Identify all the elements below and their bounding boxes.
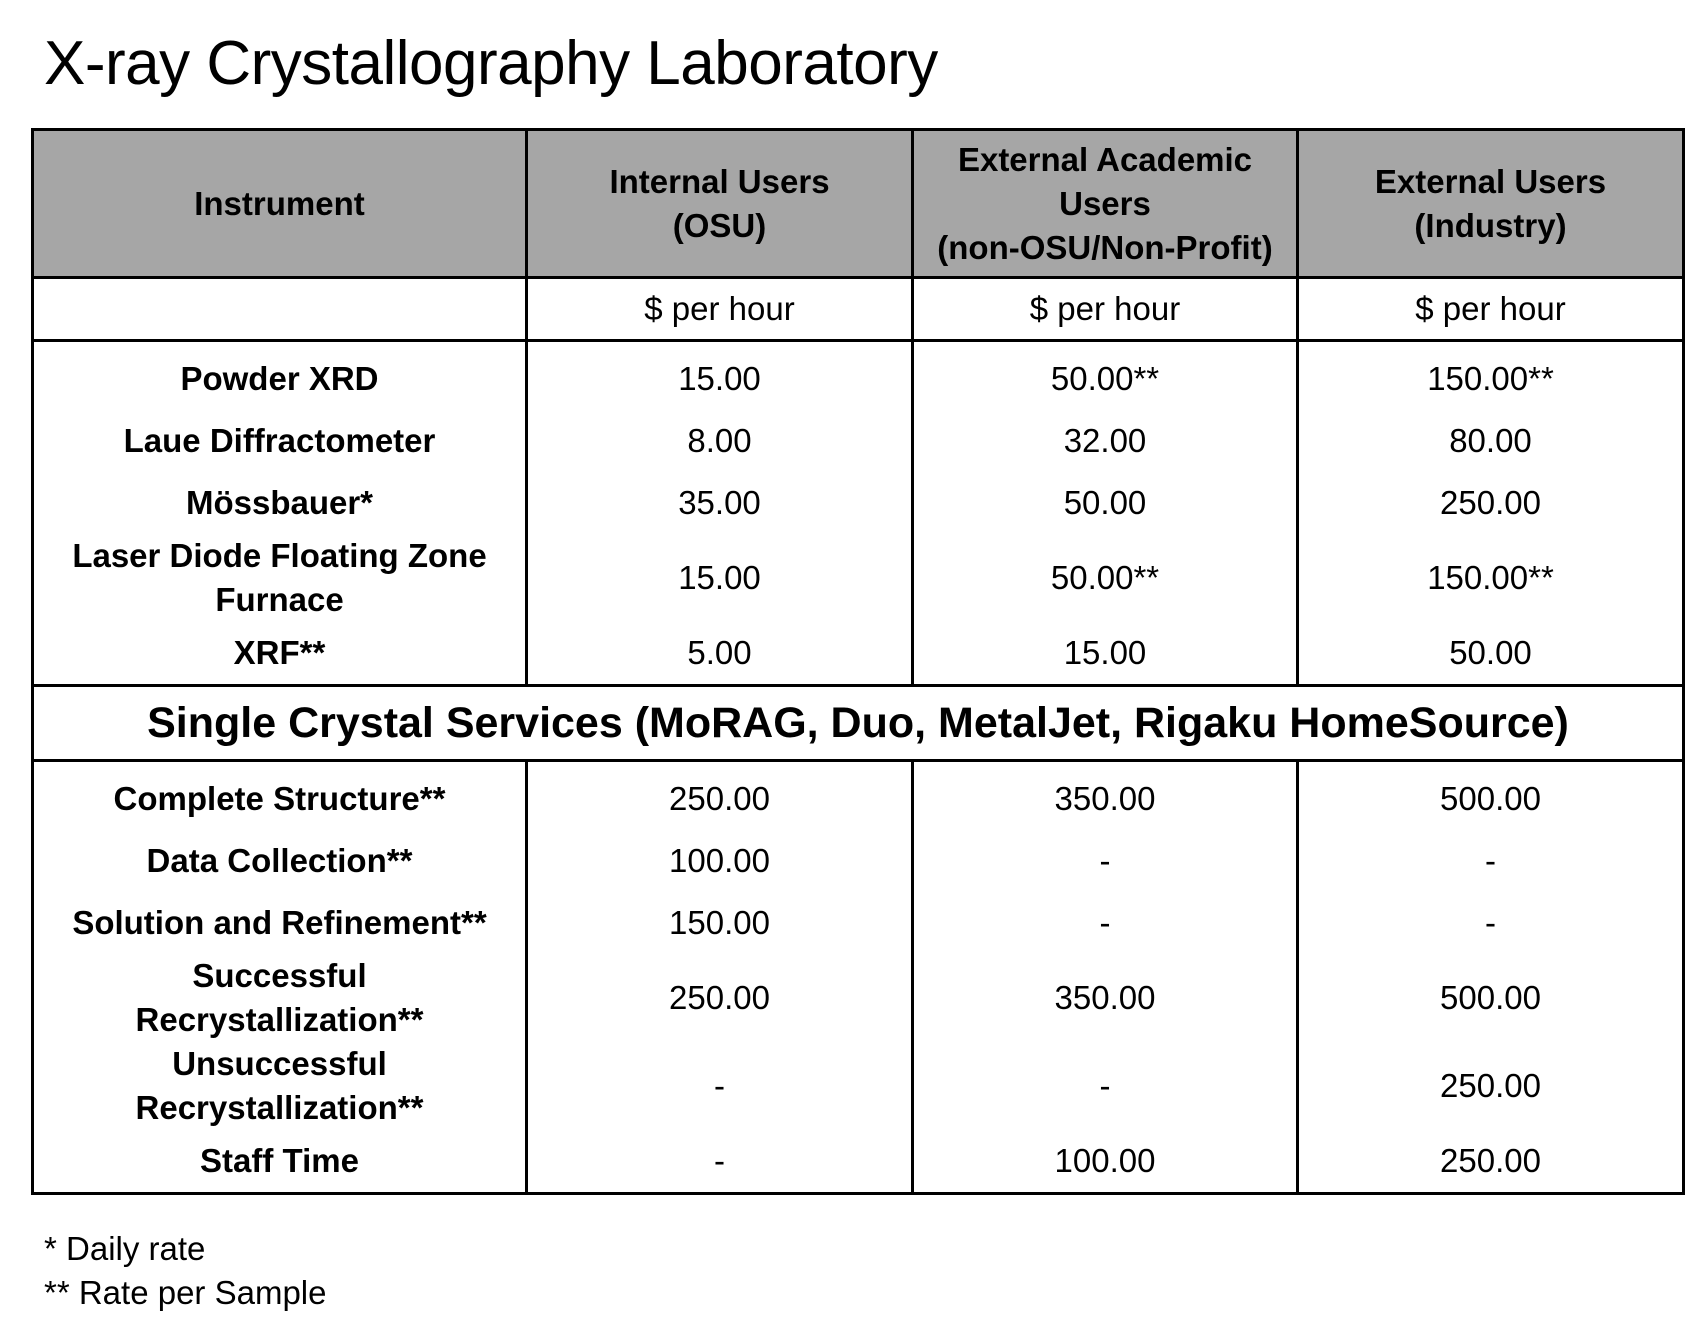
header-external-academic: [913, 130, 1298, 278]
row-label: Laser Diode Floating Zone: [72, 537, 487, 574]
unit-cell: $ per hour: [913, 278, 1298, 341]
academic-rate-cell: -: [913, 1042, 1298, 1130]
industry-rate-cell: 50.00: [1298, 622, 1684, 686]
academic-rate-cell: 15.00: [913, 622, 1298, 686]
internal-rate-cell: 35.00: [527, 472, 913, 534]
footnote-rate-per-sample: ** Rate per Sample: [44, 1274, 327, 1311]
internal-rate-cell: 8.00: [527, 410, 913, 472]
row-label: Recrystallization**: [135, 1089, 424, 1126]
table-row: [33, 761, 1684, 831]
row-label: Powder XRD: [180, 360, 379, 397]
row-label-cell: [33, 761, 527, 831]
industry-rate-cell: 80.00: [1298, 410, 1684, 472]
footnotes: [44, 1227, 326, 1315]
section-row: [33, 686, 1684, 761]
internal-rate-cell: 5.00: [527, 622, 913, 686]
table-row: [33, 472, 1684, 534]
academic-rate-cell: 50.00: [913, 472, 1298, 534]
internal-rate-cell: 250.00: [527, 954, 913, 1042]
row-label-cell: [33, 1130, 527, 1194]
table-row: [33, 534, 1684, 622]
rates-table: [31, 128, 1685, 1195]
table-header-row: [33, 130, 1684, 278]
row-label-cell: [33, 410, 527, 472]
row-label-cell: [33, 472, 527, 534]
row-label-cell: [33, 892, 527, 954]
header-internal-users: [527, 130, 913, 278]
table-row: [33, 954, 1684, 1042]
row-label: XRF**: [233, 634, 326, 671]
row-label-cell: [33, 534, 527, 622]
row-label: Data Collection**: [146, 842, 413, 879]
row-label: Laue Diffractometer: [123, 422, 436, 459]
table-row: [33, 1130, 1684, 1194]
row-label: Furnace: [215, 581, 344, 618]
internal-rate-cell: 100.00: [527, 830, 913, 892]
header-instrument-label: Instrument: [194, 184, 365, 222]
academic-rate-cell: 32.00: [913, 410, 1298, 472]
row-label: Staff Time: [200, 1142, 359, 1179]
row-label-cell: [33, 622, 527, 686]
unit-cell-empty: [33, 278, 527, 341]
industry-rate-cell: 250.00: [1298, 1130, 1684, 1194]
academic-rate-cell: 350.00: [913, 761, 1298, 831]
industry-rate-cell: 150.00**: [1298, 534, 1684, 622]
header-internal-line: Internal Users: [609, 162, 830, 200]
industry-rate-cell: 250.00: [1298, 1042, 1684, 1130]
table-row: [33, 341, 1684, 411]
unit-row: [33, 278, 1684, 341]
table-row: [33, 622, 1684, 686]
unit-cell: $ per hour: [1298, 278, 1684, 341]
header-industry-line: External Users: [1374, 162, 1607, 200]
row-label-cell: [33, 341, 527, 411]
row-label-cell: [33, 1042, 527, 1130]
page-title: X-ray Crystallography Laboratory: [44, 29, 938, 98]
internal-rate-cell: 15.00: [527, 534, 913, 622]
row-label: Solution and Refinement**: [72, 904, 487, 941]
industry-rate-cell: -: [1298, 892, 1684, 954]
industry-rate-cell: 250.00: [1298, 472, 1684, 534]
section-title: Single Crystal Services (MoRAG, Duo, MetalJet, Rigaku HomeSource): [33, 686, 1684, 761]
academic-rate-cell: -: [913, 892, 1298, 954]
academic-rate-cell: 50.00**: [913, 534, 1298, 622]
row-label-cell: [33, 830, 527, 892]
header-industry-line: (Industry): [1414, 206, 1567, 244]
header-instrument: [33, 130, 527, 278]
internal-rate-cell: -: [527, 1042, 913, 1130]
table-row: [33, 1042, 1684, 1130]
header-external-industry: [1298, 130, 1684, 278]
academic-rate-cell: -: [913, 830, 1298, 892]
academic-rate-cell: 100.00: [913, 1130, 1298, 1194]
row-label: Unsuccessful: [172, 1045, 387, 1082]
internal-rate-cell: -: [527, 1130, 913, 1194]
row-label: Complete Structure**: [113, 780, 446, 817]
internal-rate-cell: 250.00: [527, 761, 913, 831]
footnote-daily-rate: * Daily rate: [44, 1230, 206, 1267]
header-academic-line: Users: [1059, 184, 1151, 222]
table-row: [33, 892, 1684, 954]
industry-rate-cell: -: [1298, 830, 1684, 892]
table-row: [33, 410, 1684, 472]
internal-rate-cell: 15.00: [527, 341, 913, 411]
industry-rate-cell: 500.00: [1298, 761, 1684, 831]
academic-rate-cell: 350.00: [913, 954, 1298, 1042]
header-academic-line: External Academic: [957, 140, 1253, 178]
internal-rate-cell: 150.00: [527, 892, 913, 954]
industry-rate-cell: 500.00: [1298, 954, 1684, 1042]
row-label: Recrystallization**: [135, 1001, 424, 1038]
row-label: Mössbauer*: [185, 484, 374, 521]
row-label: Successful: [192, 957, 367, 994]
academic-rate-cell: 50.00**: [913, 341, 1298, 411]
header-academic-line: (non-OSU/Non-Profit): [937, 228, 1273, 266]
table-row: [33, 830, 1684, 892]
header-internal-line: (OSU): [672, 206, 767, 244]
industry-rate-cell: 150.00**: [1298, 341, 1684, 411]
row-label-cell: [33, 954, 527, 1042]
unit-cell: $ per hour: [527, 278, 913, 341]
